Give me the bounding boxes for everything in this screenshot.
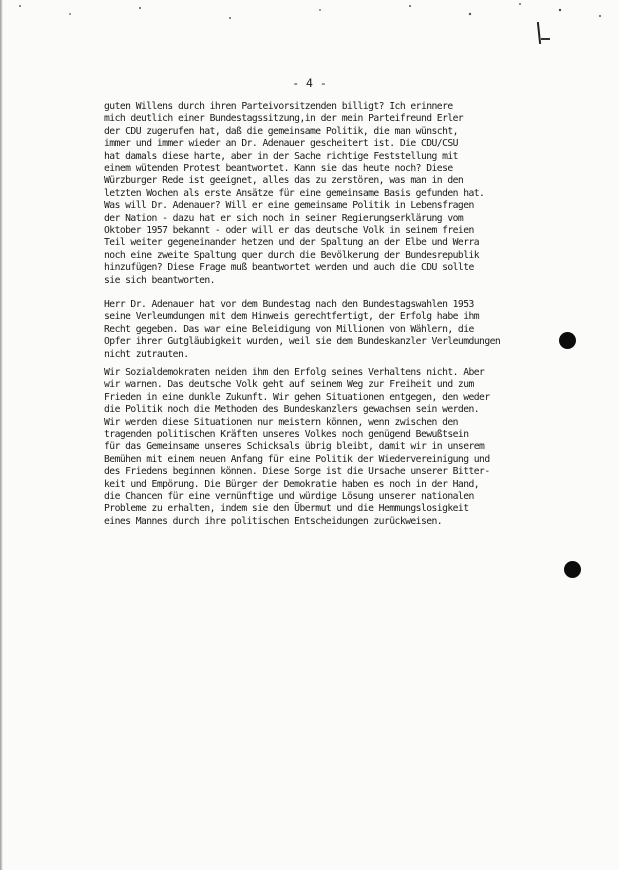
scan-noise — [0, 0, 619, 28]
paragraph-3 — [104, 367, 594, 528]
text-line: der Nation - dazu hat er sich noch in seiner Regierungserklärung vom — [104, 212, 464, 224]
text-line: noch eine zweite Spaltung quer durch die Bevölkerung der Bundesrepublik — [104, 249, 480, 261]
text-line: immer und immer wieder an Dr. Adenauer gescheitert ist. Die CDU/CSU — [104, 138, 458, 150]
text-line: hinzufügen? Diese Frage muß beantwortet werden und auch die CDU sollte — [104, 262, 474, 274]
text-line: sie sich beantworten. — [104, 274, 215, 286]
text-line: für das Gemeinsame unseres Schicksals übrig bleibt, damit wir in unserem — [104, 441, 485, 453]
punch-hole — [559, 332, 576, 349]
text-line: tragenden politischen Kräften unseres Volkes noch genügend Bewußtsein — [104, 429, 469, 441]
text-line: letzten Wochen als erste Ansätze für eine gemeinsame Basis gefunden hat. — [104, 187, 485, 199]
text-line: Probleme zu erhalten, indem sie den Übermut und die Hemmungslosigkeit — [104, 503, 469, 515]
text-line: Was will Dr. Adenauer? Will er eine gemeinsame Politik in Lebensfragen — [104, 200, 474, 212]
text-line: Teil weiter gegeneinander hetzen und der Spaltung an der Elbe und Werra — [104, 237, 480, 249]
text-line: Frieden in eine dunkle Zukunft. Wir gehen Situationen entgegen, den weder — [104, 391, 490, 403]
text-line: Wir werden diese Situationen nur meistern können, wenn zwischen den — [104, 416, 458, 428]
text-line: Oktober 1957 bekannt - oder will er das deutsche Volk in seinem freien — [104, 225, 474, 237]
text-line: die Chancen für eine vernünftige und würdige Lösung unserer nationalen — [104, 491, 474, 503]
scan-edge-shadow — [0, 0, 3, 870]
punch-hole — [564, 561, 581, 578]
text-line: Recht gegeben. Das war eine Beleidigung von Millionen von Wählern, die — [104, 323, 474, 335]
text-line: Herr Dr. Adenauer hat vor dem Bundestag nach den Bundestagswahlen 1953 — [104, 299, 474, 310]
text-line: mich deutlich einer Bundestagssitzung,in der mein Parteifreund Erler — [104, 113, 464, 125]
page-number: - 4 - — [292, 76, 327, 90]
text-line: die Politik noch die Methoden des Bundeskanzlers gewachsen sein werden. — [104, 404, 480, 416]
text-line: guten Willens durch ihren Parteivorsitzenden billigt? Ich erinnere — [104, 101, 453, 112]
paragraph-1 — [104, 101, 594, 287]
text-line: eines Mannes durch ihre politischen Entscheidungen zurückweisen. — [104, 515, 443, 527]
text-line: der CDU zugerufen hat, daß die gemeinsame Politik, die man wünscht, — [104, 125, 458, 137]
text-line: Bemühen mit einem neuen Anfang für eine Politik der Wiedervereinigung und — [104, 453, 490, 465]
text-line: keit und Empörung. Die Bürger der Demokratie haben es noch in der Hand, — [104, 478, 480, 490]
text-line: Wir Sozialdemokraten neiden ihm den Erfolg seines Verhaltens nicht. Aber — [104, 367, 485, 378]
text-line: Würzburger Rede ist geeignet, alles das zu zerstören, was man in den — [104, 175, 464, 187]
text-line: Opfer ihrer Gutgläubigkeit wurden, weil sie dem Bundeskanzler Verleumdungen — [104, 336, 501, 348]
text-line: wir warnen. Das deutsche Volk geht auf seinem Weg zur Freiheit und zum — [104, 379, 474, 391]
text-line: einem wütenden Protest beantwortet. Kann sie das heute noch? Diese — [104, 163, 453, 175]
scan-mark-tick — [541, 38, 550, 40]
text-line: nicht zutrauten. — [104, 348, 189, 360]
text-line: seine Verleumdungen mit dem Hinweis gerechtfertigt, der Erfolg habe ihm — [104, 311, 480, 323]
text-line: hat damals diese harte, aber in der Sache richtige Feststellung mit — [104, 150, 458, 162]
paragraph-2 — [104, 299, 594, 361]
text-line: des Friedens beginnen können. Diese Sorge ist die Ursache unserer Bitter- — [104, 466, 490, 478]
